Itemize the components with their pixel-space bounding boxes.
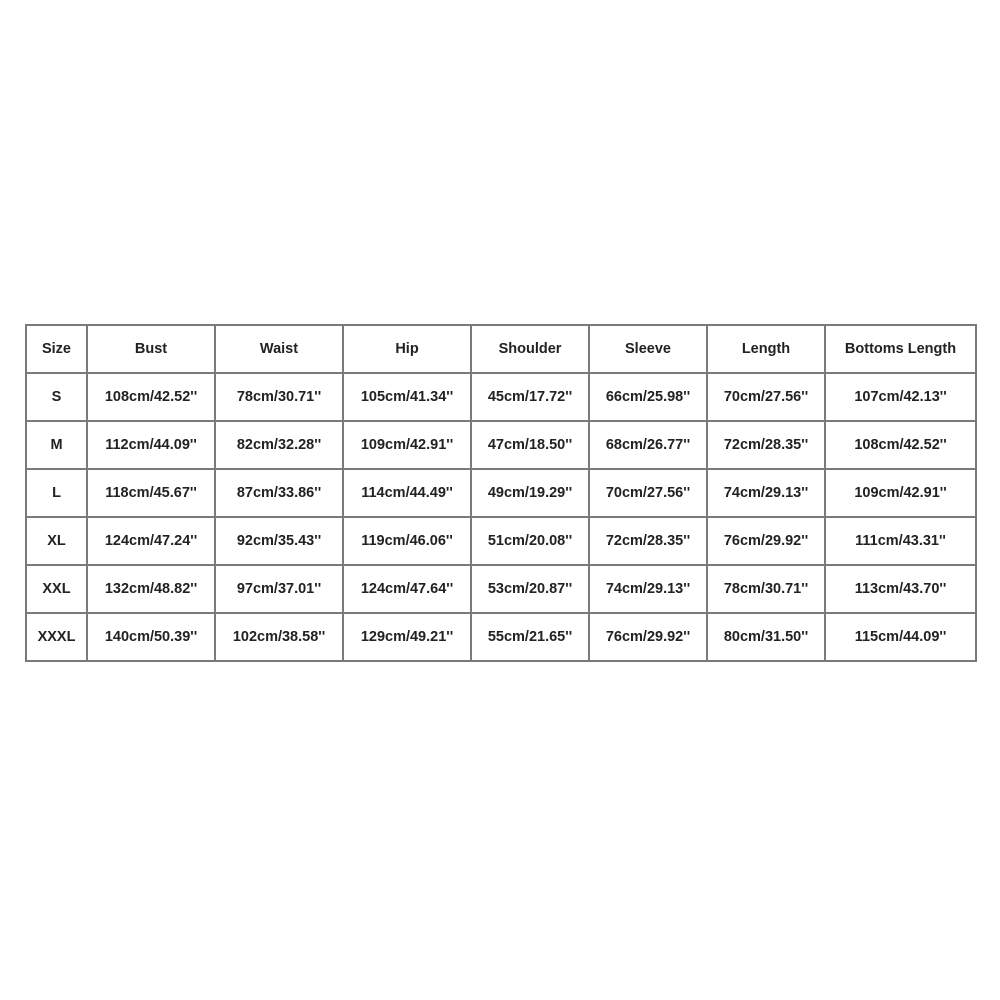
cell-sleeve: 72cm/28.35'' — [589, 517, 707, 565]
table-row — [26, 373, 976, 421]
cell-sleeve: 74cm/29.13'' — [589, 565, 707, 613]
cell-shoulder: 51cm/20.08'' — [471, 517, 589, 565]
cell-shoulder: 49cm/19.29'' — [471, 469, 589, 517]
cell-bottoms-length: 111cm/43.31'' — [825, 517, 976, 565]
cell-sleeve: 68cm/26.77'' — [589, 421, 707, 469]
cell-sleeve: 66cm/25.98'' — [589, 373, 707, 421]
table-row — [26, 565, 976, 613]
header-bottoms-length: Bottoms Length — [825, 325, 976, 373]
table-row — [26, 469, 976, 517]
cell-sleeve: 76cm/29.92'' — [589, 613, 707, 661]
header-hip: Hip — [343, 325, 471, 373]
table-row — [26, 517, 976, 565]
cell-shoulder: 45cm/17.72'' — [471, 373, 589, 421]
cell-size: XXXL — [26, 613, 87, 661]
cell-waist: 78cm/30.71'' — [215, 373, 343, 421]
cell-size: M — [26, 421, 87, 469]
cell-bottoms-length: 107cm/42.13'' — [825, 373, 976, 421]
cell-shoulder: 55cm/21.65'' — [471, 613, 589, 661]
cell-size: L — [26, 469, 87, 517]
cell-bottoms-length: 109cm/42.91'' — [825, 469, 976, 517]
cell-shoulder: 53cm/20.87'' — [471, 565, 589, 613]
cell-bust: 112cm/44.09'' — [87, 421, 215, 469]
cell-hip: 129cm/49.21'' — [343, 613, 471, 661]
cell-bottoms-length: 113cm/43.70'' — [825, 565, 976, 613]
cell-size: XL — [26, 517, 87, 565]
cell-length: 70cm/27.56'' — [707, 373, 825, 421]
cell-length: 76cm/29.92'' — [707, 517, 825, 565]
cell-hip: 114cm/44.49'' — [343, 469, 471, 517]
cell-bust: 132cm/48.82'' — [87, 565, 215, 613]
cell-bust: 140cm/50.39'' — [87, 613, 215, 661]
cell-size: XXL — [26, 565, 87, 613]
cell-length: 74cm/29.13'' — [707, 469, 825, 517]
header-length: Length — [707, 325, 825, 373]
table-row — [26, 421, 976, 469]
cell-length: 72cm/28.35'' — [707, 421, 825, 469]
cell-waist: 87cm/33.86'' — [215, 469, 343, 517]
table-row — [26, 613, 976, 661]
size-chart-table — [25, 324, 977, 662]
cell-waist: 92cm/35.43'' — [215, 517, 343, 565]
cell-bust: 108cm/42.52'' — [87, 373, 215, 421]
cell-bottoms-length: 115cm/44.09'' — [825, 613, 976, 661]
cell-hip: 109cm/42.91'' — [343, 421, 471, 469]
header-waist: Waist — [215, 325, 343, 373]
cell-bust: 124cm/47.24'' — [87, 517, 215, 565]
cell-sleeve: 70cm/27.56'' — [589, 469, 707, 517]
header-bust: Bust — [87, 325, 215, 373]
cell-waist: 102cm/38.58'' — [215, 613, 343, 661]
cell-shoulder: 47cm/18.50'' — [471, 421, 589, 469]
cell-length: 78cm/30.71'' — [707, 565, 825, 613]
cell-hip: 119cm/46.06'' — [343, 517, 471, 565]
cell-hip: 105cm/41.34'' — [343, 373, 471, 421]
cell-waist: 82cm/32.28'' — [215, 421, 343, 469]
header-sleeve: Sleeve — [589, 325, 707, 373]
header-row — [26, 325, 976, 373]
header-shoulder: Shoulder — [471, 325, 589, 373]
cell-hip: 124cm/47.64'' — [343, 565, 471, 613]
cell-waist: 97cm/37.01'' — [215, 565, 343, 613]
cell-bottoms-length: 108cm/42.52'' — [825, 421, 976, 469]
cell-bust: 118cm/45.67'' — [87, 469, 215, 517]
cell-size: S — [26, 373, 87, 421]
header-size: Size — [26, 325, 87, 373]
cell-length: 80cm/31.50'' — [707, 613, 825, 661]
